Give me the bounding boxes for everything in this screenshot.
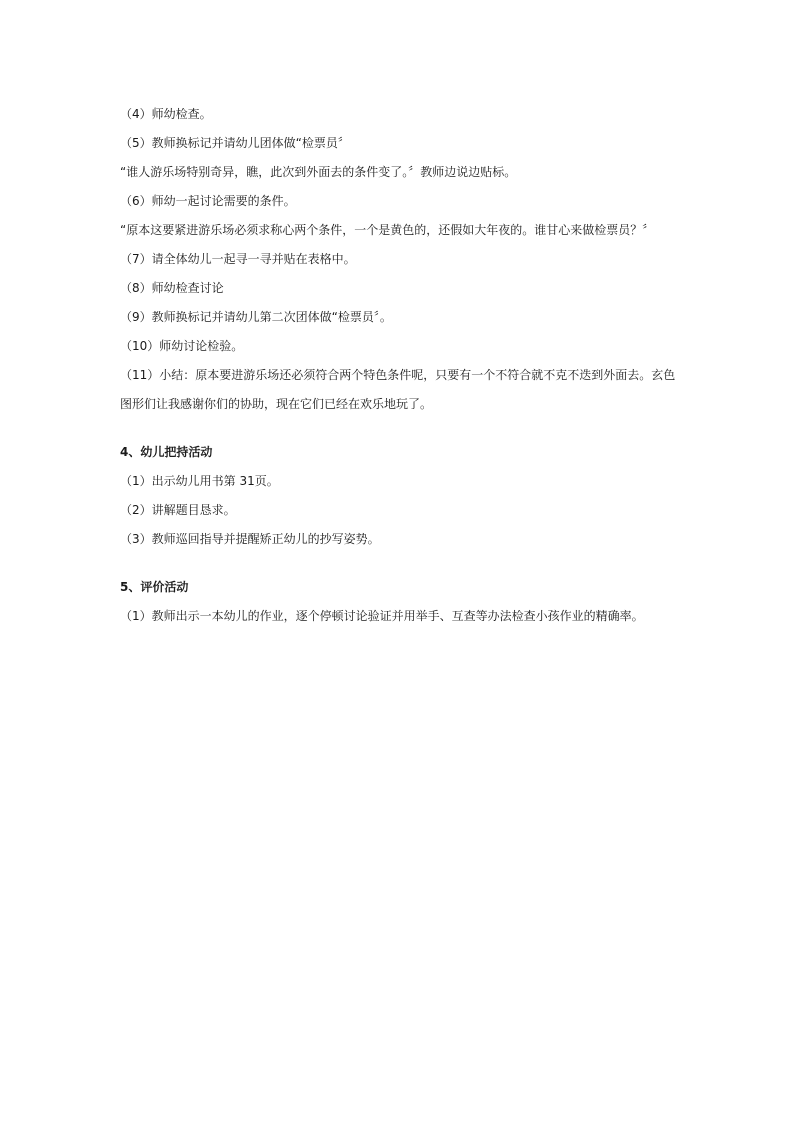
text-line: （8）师幼检查讨论 <box>120 281 224 295</box>
text-line: （6）师幼一起讨论需要的条件。 <box>120 194 296 208</box>
text-line: （10）师幼讨论检验。 <box>120 339 244 353</box>
section-heading-5: 5、评价活动 <box>120 580 189 594</box>
text-line: （2）讲解题目恳求。 <box>120 503 236 517</box>
text-line: （1）教师出示一本幼儿的作业，逐个停顿讨论验证并用举手、互查等办法检查小孩作业的精确率。 <box>120 609 644 623</box>
text-line: “原本这要紧进游乐场必须求称心两个条件，一个是黄色的，还假如大年夜的。谁甘心来做检票员？〞 <box>120 223 655 237</box>
document-body <box>120 100 676 631</box>
text-line: （4）师幼检查。 <box>120 107 212 121</box>
text-line: （9）教师换标记并请幼儿第二次团体做“检票员〞。 <box>120 310 392 324</box>
text-line: （5）教师换标记并请幼儿团体做“检票员〞 <box>120 136 350 150</box>
text-line: （7）请全体幼儿一起寻一寻并贴在表格中。 <box>120 252 356 266</box>
summary-paragraph: （11）小结：原本要进游乐场还必须符合两个特色条件呢，只要有一个不符合就不克不迭到外面去。玄色图形们让我感谢你们的协助，现在它们已经在欢乐地玩了。 <box>120 368 676 411</box>
text-line: “谁人游乐场特别奇异，瞧，此次到外面去的条件变了。〞教师边说边贴标。 <box>120 165 517 179</box>
text-line: （3）教师巡回指导并提醒矫正幼儿的抄写姿势。 <box>120 532 380 546</box>
text-line: （1）出示幼儿用书第 31页。 <box>120 474 279 488</box>
section-heading-4: 4、幼儿把持活动 <box>120 445 213 459</box>
